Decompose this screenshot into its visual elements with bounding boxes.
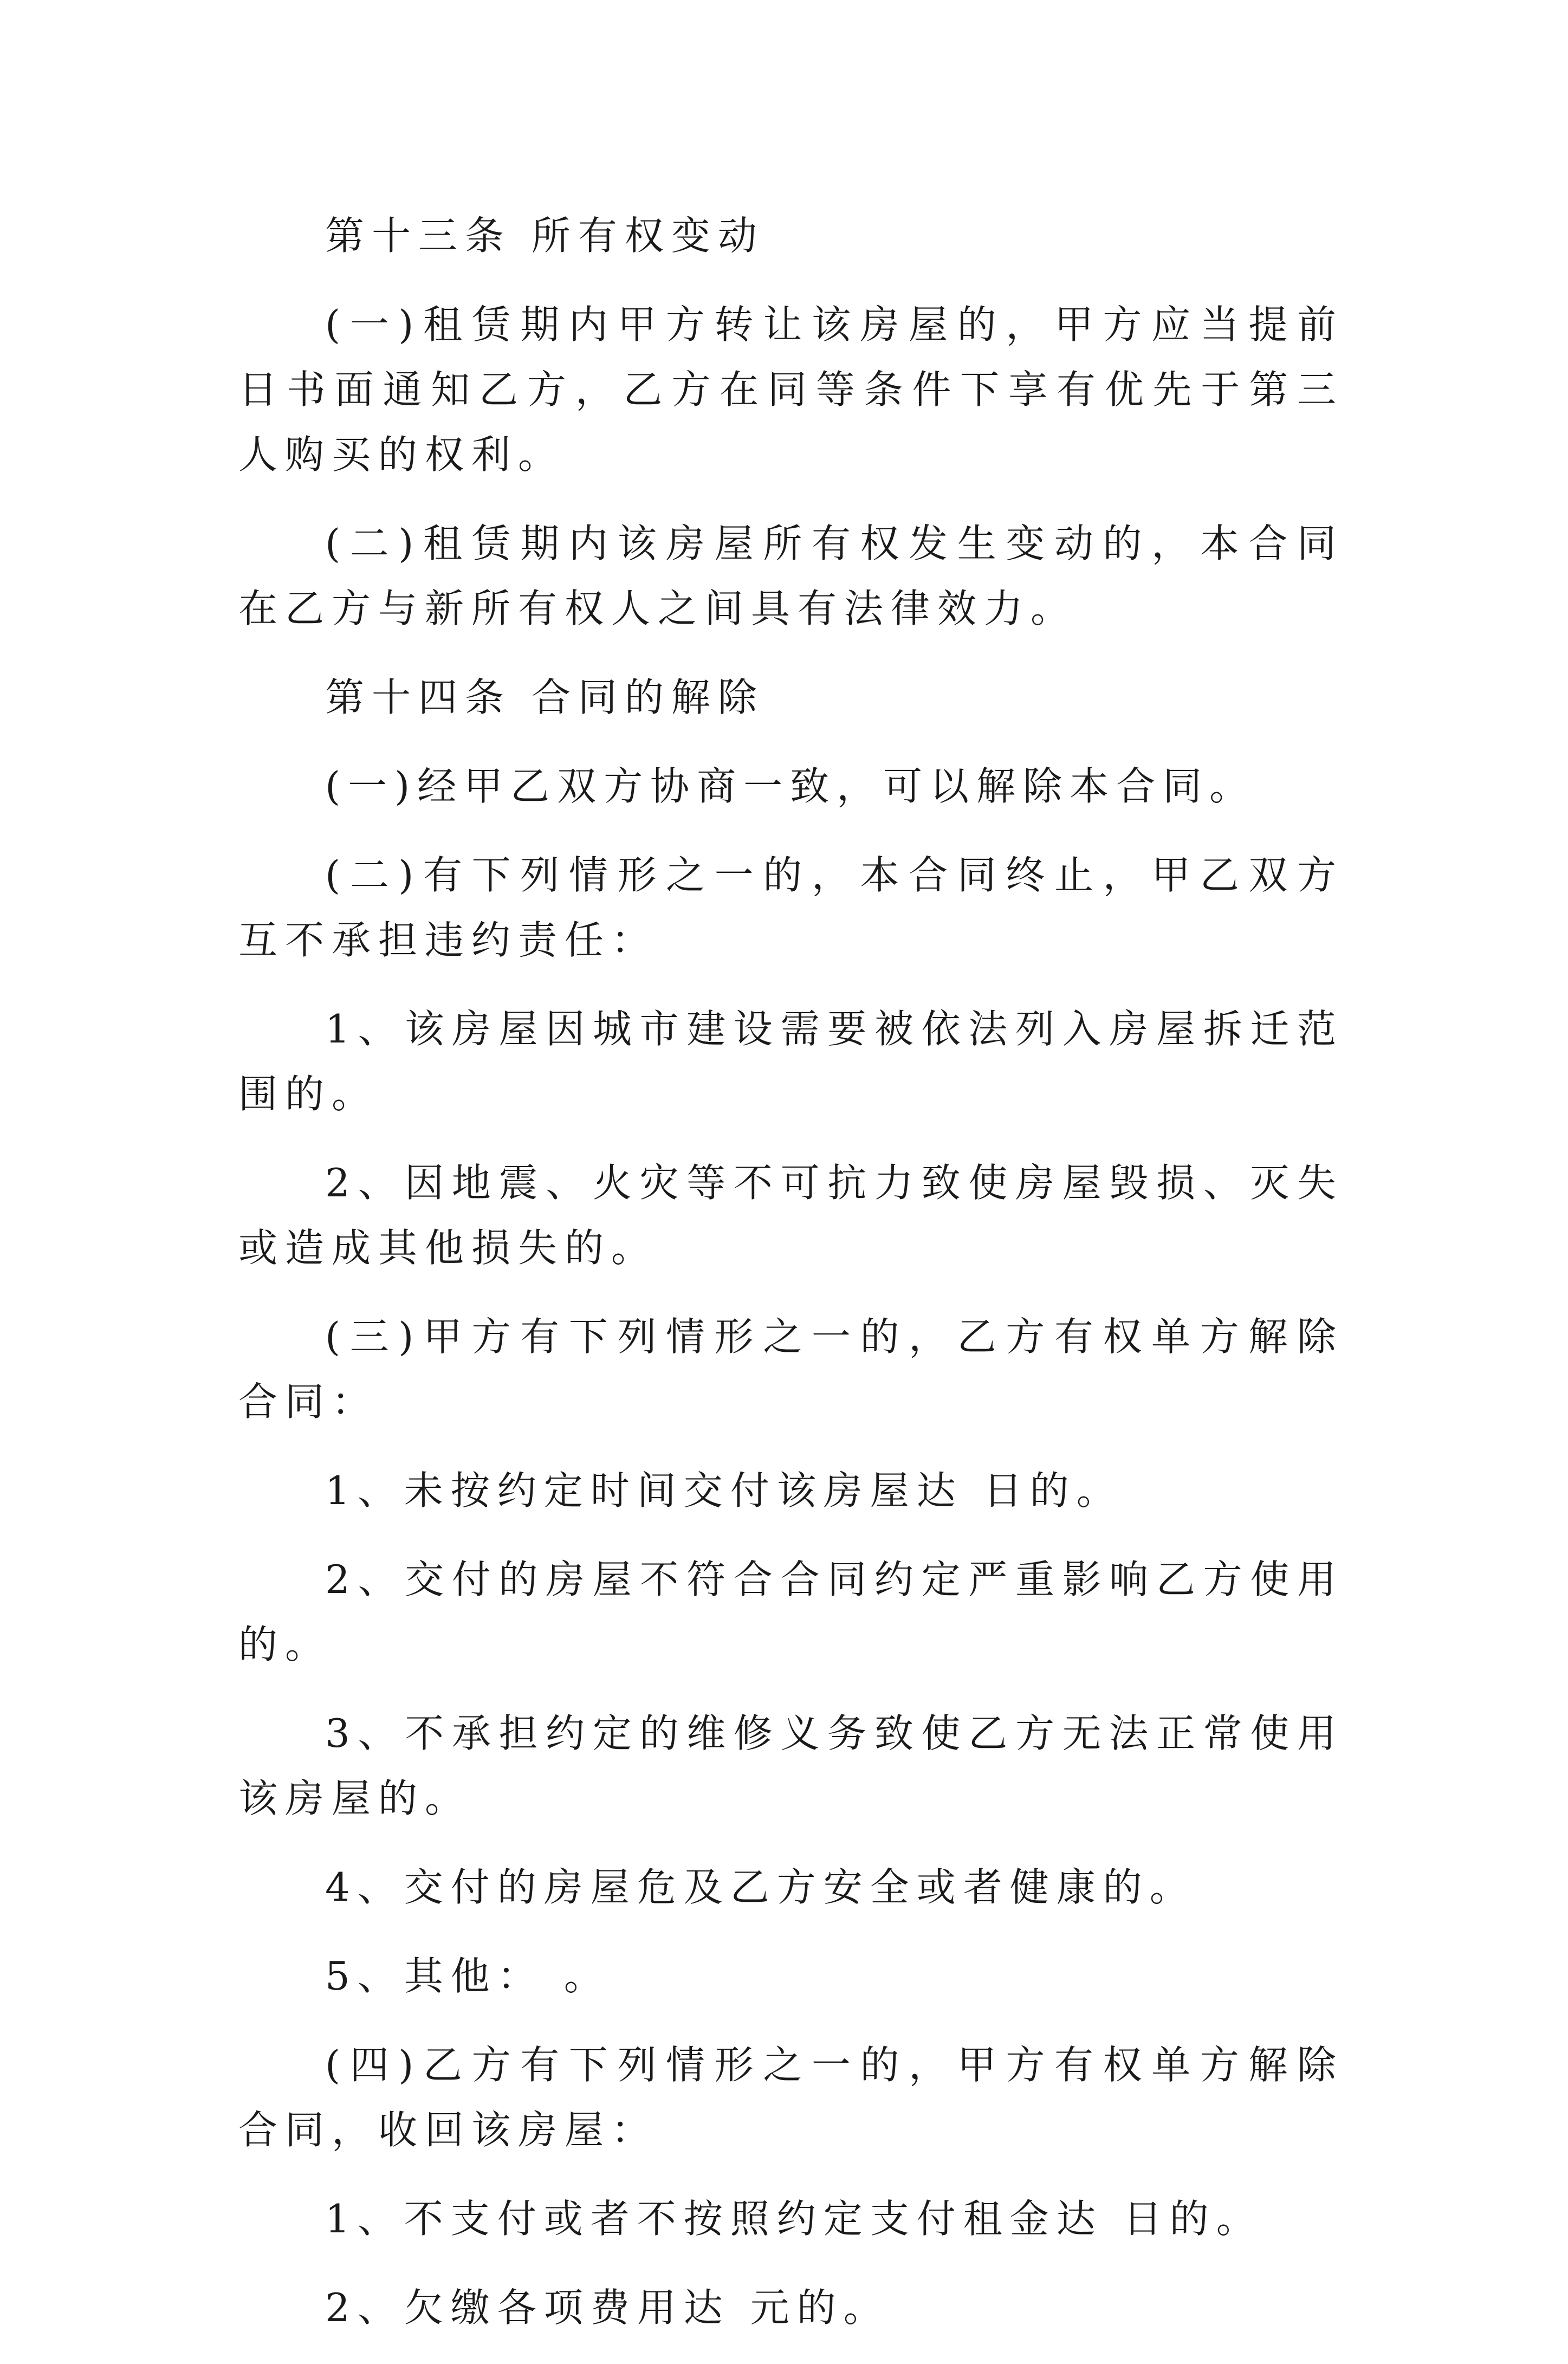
clause-3-item-2: 2、交付的房屋不符合合同约定严重影响乙方使用的。 — [238, 1557, 1344, 1667]
clause-4-item-1: 1、不支付或者不按照约定支付租金达 日的。 — [325, 2196, 1263, 2242]
article-14-clause-1: (一)经甲乙双方协商一致，可以解除本合同。 — [325, 763, 1256, 809]
article-13-clause-2: (二)租赁期内该房屋所有权发生变动的，本合同在乙方与新所有权人之间具有法律效力。 — [238, 521, 1344, 631]
clause-4-item-2: 2、欠缴各项费用达 元的。 — [325, 2285, 890, 2330]
document-body — [238, 203, 1344, 2364]
clause-2-item-2: 2、因地震、火灾等不可抗力致使房屋毁损、灭失或造成其他损失的。 — [238, 1160, 1344, 1271]
clause-3-item-1: 1、未按约定时间交付该房屋达 日的。 — [325, 1468, 1123, 1513]
clause-3-item-3: 3、不承担约定的维修义务致使乙方无法正常使用该房屋的。 — [238, 1711, 1344, 1821]
article-13-heading: 第十三条 所有权变动 — [325, 213, 764, 258]
clause-3-item-4: 4、交付的房屋危及乙方安全或者健康的。 — [325, 1864, 1196, 1910]
clause-2-item-1: 1、该房屋因城市建设需要被依法列入房屋拆迁范围的。 — [238, 1006, 1344, 1117]
article-14-clause-2: (二)有下列情形之一的，本合同终止，甲乙双方互不承担违约责任： — [238, 852, 1344, 963]
article-14-clause-4: (四)乙方有下列情形之一的，甲方有权单方解除合同，收回该房屋： — [238, 2042, 1344, 2153]
article-14-clause-3: (三)甲方有下列情形之一的，乙方有权单方解除合同： — [238, 1314, 1344, 1424]
article-13-clause-1: (一)租赁期内甲方转让该房屋的，甲方应当提前 日书面通知乙方，乙方在同等条件下享有优先于第三人购买的权利。 — [238, 302, 1344, 477]
clause-3-item-5: 5、其他： 。 — [325, 1953, 611, 1999]
article-14-heading: 第十四条 合同的解除 — [325, 675, 764, 720]
